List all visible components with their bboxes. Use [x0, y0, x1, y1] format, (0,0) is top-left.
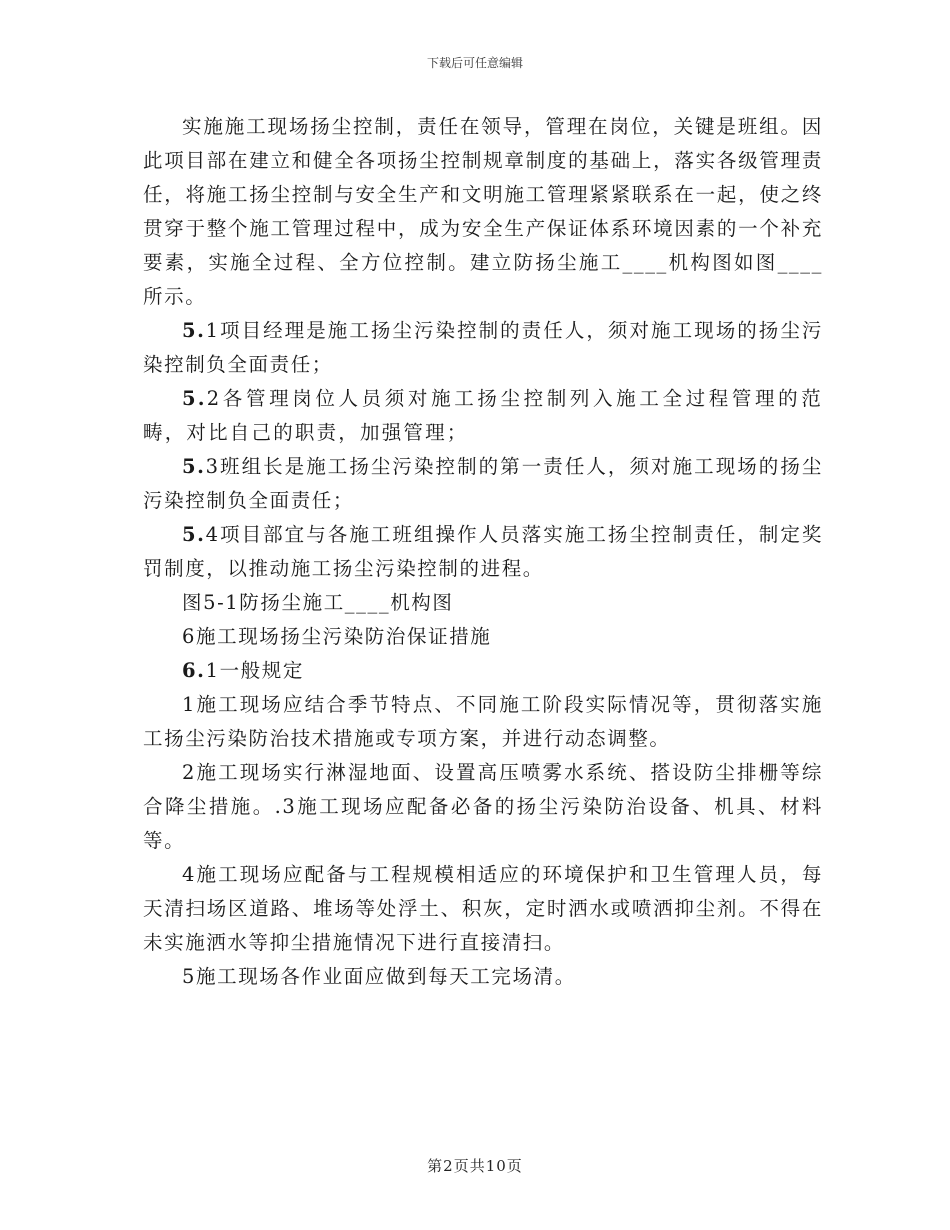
paragraph-text: 2施工现场实行淋湿地面、设置高压喷雾水系统、搭设防尘排栅等综合降尘措施。.3施工现场应配备必备的扬尘污染防治设备、机具、材料等。: [143, 761, 823, 852]
page-header: 下载后可任意编辑: [426, 56, 523, 70]
paragraph-5-3: [143, 450, 823, 518]
paragraph-text: 实施施工现场扬尘控制，责任在领导，管理在岗位，关键是班组。因此项目部在建立和健全各项扬尘控制规章制度的基础上，落实各级管理责任，将施工扬尘控制与安全生产和文明施工管理紧紧联系在一起，使之终贯穿于整个施工管理过程中，成为安全生产保证体系环境因素的一个补充要素，实施全过程、全方位控制。建立防扬尘施工____机构图如图____所示。: [143, 115, 823, 308]
paragraph-number: 5.: [182, 455, 206, 478]
paragraph-number: 6.: [182, 659, 206, 682]
paragraph-5-4: [143, 518, 823, 586]
paragraph-text: 3班组长是施工扬尘污染控制的第一责任人，须对施工现场的扬尘污染控制负全面责任；: [143, 455, 823, 512]
paragraph-number: 5.: [182, 523, 206, 546]
paragraph-item-1: [143, 688, 823, 756]
paragraph-5-2: [143, 382, 823, 450]
figure-caption: [143, 586, 823, 620]
paragraph-text: 1项目经理是施工扬尘污染控制的责任人，须对施工现场的扬尘污染控制负全面责任；: [143, 319, 823, 376]
paragraph-number: 5.: [182, 387, 207, 410]
paragraph-text: 6施工现场扬尘污染防治保证措施: [182, 625, 492, 648]
paragraph-text: 4施工现场应配备与工程规模相适应的环境保护和卫生管理人员，每天清扫场区道路、堆场等处浮土、积灰，定时洒水或喷洒抑尘剂。不得在未实施洒水等抑尘措施情况下进行直接清扫。: [143, 863, 823, 954]
page-number-footer: 第2页共10页: [427, 1157, 523, 1175]
paragraph-text: 1一般规定: [205, 659, 304, 682]
paragraph-text: 1施工现场应结合季节特点、不同施工阶段实际情况等，贯彻落实施工扬尘污染防治技术措施或专项方案，并进行动态调整。: [143, 693, 823, 750]
paragraph-intro: [143, 110, 823, 314]
paragraph-text: 图5-1防扬尘施工____机构图: [182, 591, 454, 614]
paragraph-item-5: [143, 960, 823, 994]
document-body: [143, 110, 823, 994]
subsection-heading-6-1: [143, 654, 823, 688]
paragraph-item-4: [143, 858, 823, 960]
paragraph-number: 5.: [182, 319, 206, 342]
paragraph-text: 4项目部宜与各施工班组操作人员落实施工扬尘控制责任，制定奖罚制度，以推动施工扬尘污染控制的进程。: [143, 523, 823, 580]
paragraph-item-2: [143, 756, 823, 858]
section-heading-6: [143, 620, 823, 654]
paragraph-text: 2各管理岗位人员须对施工扬尘控制列入施工全过程管理的范畴，对比自己的职责，加强管理；: [143, 387, 823, 444]
paragraph-5-1: [143, 314, 823, 382]
paragraph-text: 5施工现场各作业面应做到每天工完场清。: [182, 965, 576, 988]
